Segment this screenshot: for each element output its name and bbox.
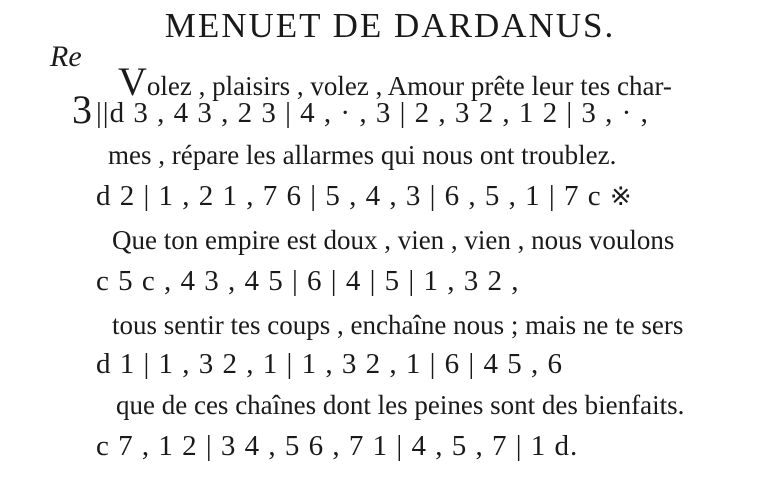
notation-line-5: c 7 , 1 2 | 3 4 , 5 6 , 7 1 | 4 , 5 , 7 | 1 d. (96, 430, 579, 462)
notation-line-4: d 1 | 1 , 3 2 , 1 | 1 , 3 2 , 1 | 6 | 4 5 , 6 (96, 348, 563, 380)
key-label: Re (50, 40, 82, 73)
lyric-line-2: mes , répare les allarmes qui nous ont troublez. (108, 140, 617, 170)
time-signature: 3 (72, 87, 92, 132)
lyric-text: olez , plaisirs , volez , Amour prête leur tes char- (146, 71, 672, 101)
page-title: MENUET DE DARDANUS. (164, 6, 616, 45)
notation-line-2 (96, 180, 633, 213)
notation-text: d 2 | 1 , 2 1 , 7 6 | 5 , 4 , 3 | 6 , 5 , 1 | 7 c (96, 180, 602, 212)
drop-cap: V (118, 59, 147, 104)
notation-line-1: ||d 3 , 4 3 , 2 3 | 4 , · , 3 | 2 , 3 2 , 1 2 | 3 , · , (96, 97, 649, 129)
notation-line-3: c 5 c , 4 3 , 4 5 | 6 | 4 | 5 | 1 , 3 2 , (96, 265, 520, 297)
lyric-line-4: tous sentir tes coups , enchaîne nous ; mais ne te sers (112, 310, 684, 340)
lyric-line-3: Que ton empire est doux , vien , vien , nous voulons (112, 225, 675, 255)
segno-sign-icon: ※ (609, 182, 633, 211)
lyric-line-5: que de ces chaînes dont les peines sont des bienfaits. (116, 390, 685, 420)
